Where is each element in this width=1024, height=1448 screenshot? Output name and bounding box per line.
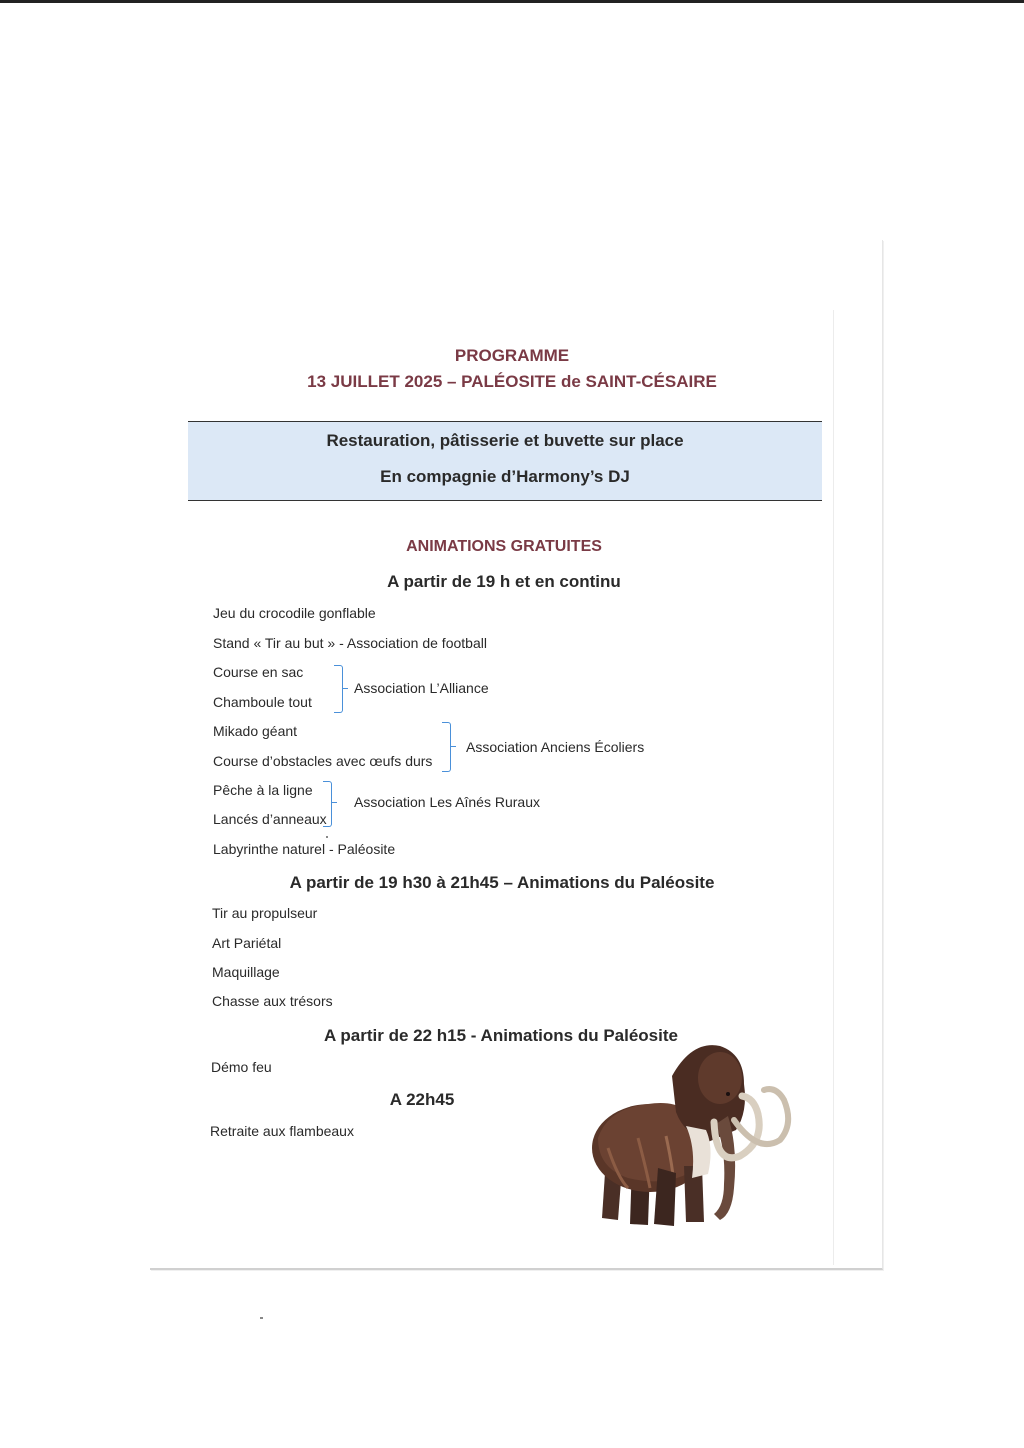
activity-item: Chamboule tout	[213, 694, 312, 710]
activity-item: Jeu du crocodile gonflable	[213, 605, 376, 621]
grouping-brace	[323, 781, 332, 827]
scan-speck	[260, 1317, 263, 1319]
activity-item: Course en sac	[213, 664, 304, 680]
activity-item: Retraite aux flambeaux	[210, 1123, 354, 1139]
programme-title: PROGRAMME	[454, 346, 570, 365]
info-banner	[188, 421, 822, 501]
activity-item: Stand « Tir au but » - Association de football	[213, 635, 487, 651]
activity-item: Mikado géant	[213, 723, 298, 739]
association-label: Association L’Alliance	[354, 680, 489, 696]
association-label: Association Anciens Écoliers	[466, 739, 645, 755]
activity-item: Tir au propulseur	[212, 905, 318, 921]
association-label: Association Les Aînés Ruraux	[354, 794, 540, 810]
activity-item: Démo feu	[211, 1059, 272, 1075]
activity-item: Labyrinthe naturel - Paléosite	[213, 841, 396, 857]
paper-edge	[833, 310, 834, 1265]
banner-food-line: Restauration, pâtisserie et buvette sur place	[326, 431, 684, 450]
activity-item: Course d’obstacles avec œufs durs	[213, 753, 433, 769]
section-title-22h15: A partir de 22 h15 - Animations du Paléosite	[324, 1026, 678, 1045]
activity-item: Lancés d’anneaux	[213, 811, 327, 827]
activity-item: Chasse aux trésors	[212, 993, 333, 1009]
grouping-brace-tick	[451, 746, 456, 747]
grouping-brace	[442, 722, 451, 772]
section-title-22h45: A 22h45	[389, 1090, 455, 1109]
grouping-brace	[334, 665, 343, 713]
scan-edge	[0, 0, 1024, 3]
grouping-brace-tick	[343, 688, 348, 689]
banner-dj-line: En compagnie d’Harmony’s DJ	[380, 467, 630, 486]
event-date-location: 13 JUILLET 2025 – PALÉOSITE de SAINT-CÉSAIRE	[307, 372, 717, 391]
activity-item: Maquillage	[212, 964, 280, 980]
section-title-19h30: A partir de 19 h30 à 21h45 – Animations du Paléosite	[289, 873, 715, 892]
section-title-19h: A partir de 19 h et en continu	[387, 572, 621, 591]
mammoth-illustration	[588, 1038, 798, 1230]
animations-heading: ANIMATIONS GRATUITES	[406, 538, 602, 555]
activity-item: Pêche à la ligne	[213, 782, 313, 798]
grouping-brace-tick	[332, 802, 337, 803]
scan-speck	[326, 836, 328, 838]
activity-item: Art Pariétal	[212, 935, 282, 951]
